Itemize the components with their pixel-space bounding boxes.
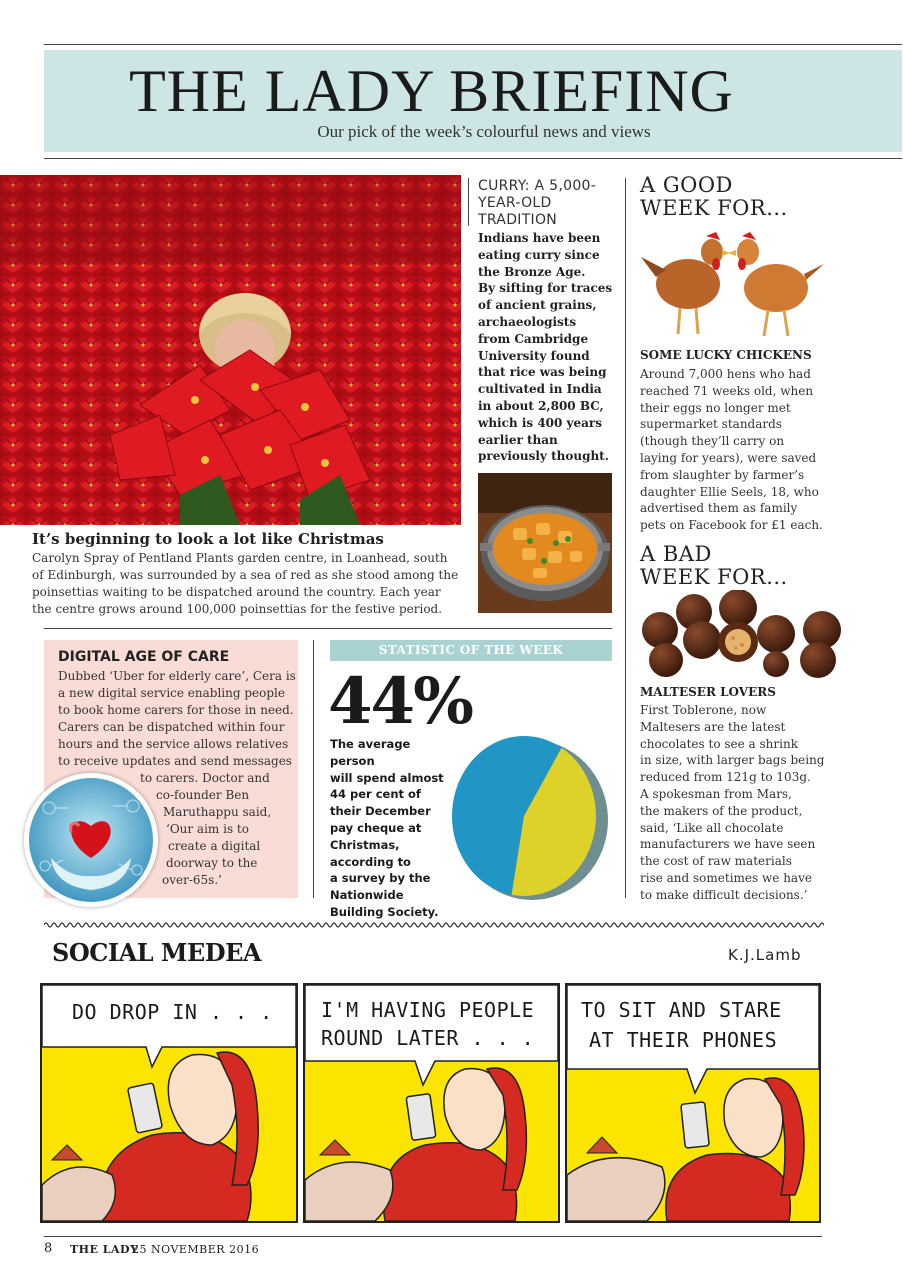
cartoon-panel bbox=[40, 983, 298, 1223]
main-story-headline: It’s beginning to look a lot like Christmas bbox=[32, 530, 384, 548]
digital-care-line: create a digital bbox=[168, 839, 261, 853]
digital-care-line: Carers can be dispatched within four bbox=[58, 720, 285, 734]
footer-rule bbox=[44, 1236, 822, 1237]
curry-body: Indians have been eating curry since the Bronze Age. By sifting for traces of ancient grains, archaeologists from Cambridge University found that rice was being cultivated in India in about 2,800 BC, which is 400 years earlier than previously thought. bbox=[478, 231, 613, 464]
poinsettia-photo bbox=[0, 175, 461, 525]
cartoon-title: SOCIAL MEDEA bbox=[52, 938, 262, 967]
panel-caption: DO DROP IN . . . bbox=[72, 1000, 273, 1024]
digital-care-line: a new digital service enabling people bbox=[58, 686, 285, 700]
column-divider bbox=[313, 640, 314, 898]
bad-week-body: First Toblerone, now Maltesers are the latest chocolates to see a shrink in size, with larger bags being reduced from 121g to 103g. A spokesman from Mars, the makers of the product, said, ‘Like all chocolate manufacturers we have seen the cost of raw materials rise and sometimes we have to make difficult decisions.’ bbox=[640, 703, 825, 902]
digital-care-line: ‘Our aim is to bbox=[166, 822, 249, 836]
digital-care-line: hours and the service allows relatives bbox=[58, 737, 289, 751]
good-week-heading: A GOOD WEEK FOR... bbox=[640, 173, 788, 220]
heart-hands-image bbox=[24, 773, 158, 907]
footer-brand: THE LADY bbox=[70, 1243, 139, 1256]
good-week-body: Around 7,000 hens who had reached 71 weeks old, when their eggs no longer met supermarket standards (though they’ll carry on laying for years), were saved from slaughter by farmer’s daughter Ellie Seels, 18, who advertised them as family pets on Facebook for £1 each. bbox=[640, 367, 823, 533]
main-story-line: the centre grows around 100,000 poinsettias for the festive period. bbox=[32, 602, 443, 616]
masthead bbox=[44, 50, 902, 152]
footer-date: 25 NOVEMBER 2016 bbox=[132, 1243, 260, 1256]
masthead-title: THE LADY BRIEFING bbox=[129, 58, 734, 124]
statistic-value: 44% bbox=[328, 664, 472, 739]
cartoon-panel bbox=[565, 983, 821, 1223]
page-number: 8 bbox=[44, 1241, 53, 1256]
panel-caption: I'M HAVING PEOPLE bbox=[321, 998, 535, 1022]
masthead-subtitle: Our pick of the week’s colourful news and views bbox=[317, 122, 651, 141]
statistic-pie bbox=[436, 732, 612, 904]
digital-care-heading: DIGITAL AGE OF CARE bbox=[58, 649, 230, 665]
cartoon-credit: K.J.Lamb bbox=[728, 946, 802, 964]
panel-caption: TO SIT AND STARE bbox=[581, 998, 782, 1022]
digital-care-line: to receive updates and send messages bbox=[58, 754, 292, 768]
panel-caption: ROUND LATER . . . bbox=[321, 1026, 535, 1050]
digital-care-line: co-founder Ben bbox=[156, 788, 250, 802]
top-rule bbox=[44, 44, 902, 45]
section-rule bbox=[44, 628, 612, 629]
curry-dish-photo bbox=[478, 473, 612, 613]
bad-week-heading: A BAD WEEK FOR... bbox=[640, 542, 788, 589]
statistic-label: STATISTIC OF THE WEEK bbox=[330, 640, 612, 661]
good-week-subject: SOME LUCKY CHICKENS bbox=[640, 348, 812, 362]
column-divider bbox=[625, 178, 626, 898]
curry-headline: CURRY: A 5,000- YEAR-OLD TRADITION bbox=[478, 178, 597, 228]
cartoon-panel bbox=[303, 983, 560, 1223]
digital-care-line: to carers. Doctor and bbox=[140, 771, 270, 785]
bad-week-subject: MALTESER LOVERS bbox=[640, 685, 776, 699]
masthead-bottom-rule bbox=[44, 158, 902, 159]
main-story-line: poinsettias waiting to be dispatched around the country. Each year bbox=[32, 585, 441, 599]
main-story-line: of Edinburgh, was surrounded by a sea of red as she stood among the bbox=[32, 568, 459, 582]
digital-care-line: Dubbed ‘Uber for elderly care’, Cera is bbox=[58, 669, 296, 683]
wavy-divider bbox=[44, 920, 824, 930]
digital-care-line: over-65s.’ bbox=[162, 873, 222, 887]
digital-care-line: doorway to the bbox=[166, 856, 258, 870]
digital-care-line: to book home carers for those in need. bbox=[58, 703, 294, 717]
statistic-body: The average person will spend almost 44 per cent of their December pay cheque at Christmas, according to a survey by the Nationwide Building Society. bbox=[330, 737, 444, 919]
column-divider bbox=[468, 178, 469, 226]
maltesers-photo bbox=[636, 590, 850, 678]
digital-care-line: Maruthappu said, bbox=[163, 805, 272, 819]
panel-caption: AT THEIR PHONES bbox=[589, 1028, 778, 1052]
chickens-photo bbox=[636, 222, 828, 342]
main-story-line: Carolyn Spray of Pentland Plants garden centre, in Loanhead, south bbox=[32, 551, 448, 565]
